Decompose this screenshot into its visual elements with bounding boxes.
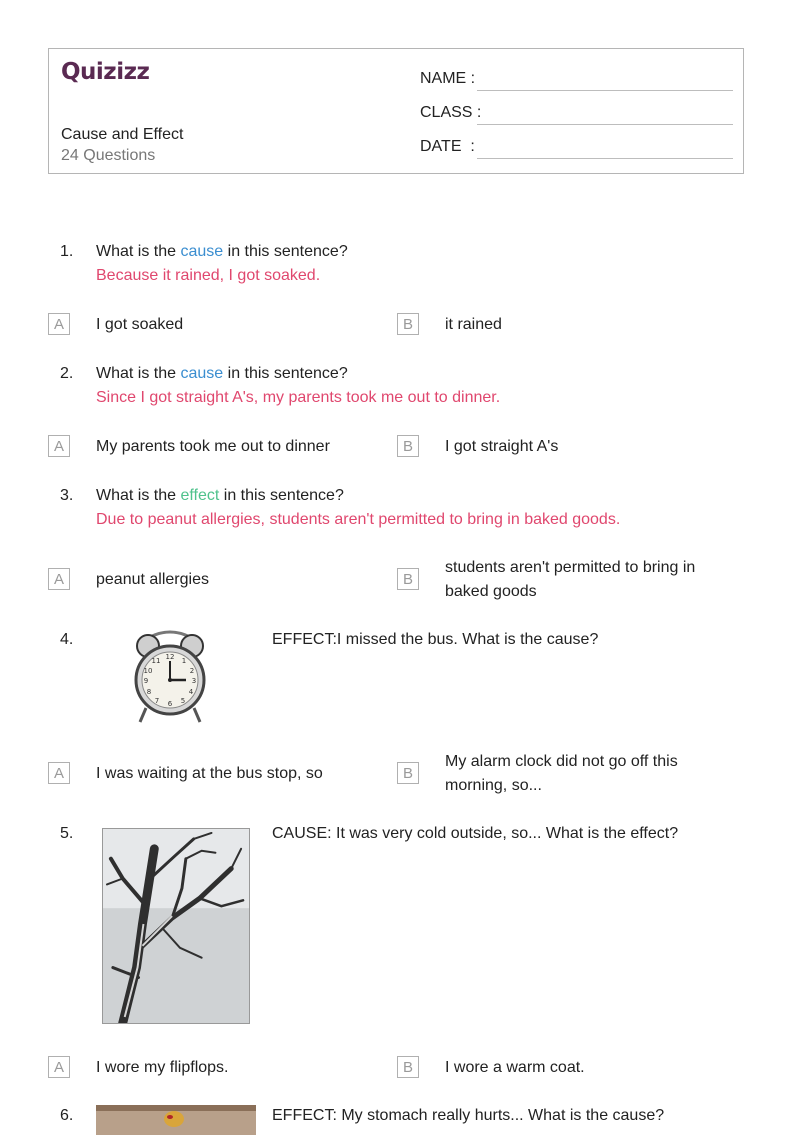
worksheet-title: Cause and Effect (61, 126, 184, 143)
option-a-box[interactable]: A (48, 1056, 70, 1078)
date-field[interactable] (420, 135, 733, 159)
svg-text:9: 9 (143, 677, 149, 685)
prompt-keyword: cause (180, 365, 224, 382)
svg-text:3: 3 (191, 677, 197, 685)
class-line (477, 124, 733, 125)
prompt-text: What is the (96, 365, 181, 382)
option-a-text: peanut allergies (96, 571, 209, 588)
option-a-box[interactable]: A (48, 435, 70, 457)
svg-text:10: 10 (143, 667, 153, 675)
date-line (477, 158, 733, 159)
svg-text:12: 12 (165, 653, 175, 661)
svg-text:4: 4 (188, 688, 194, 696)
question-count: 24 Questions (61, 147, 156, 164)
option-a-text: I got soaked (96, 316, 184, 333)
alarm-clock-image (128, 628, 212, 726)
prompt-text: What is the (96, 487, 181, 504)
question-number: 4. (60, 631, 74, 648)
question-6-image (96, 1105, 256, 1135)
option-a-text: My parents took me out to dinner (96, 438, 330, 455)
class-label: CLASS : (420, 104, 482, 121)
option-b-text: students aren't permitted to bring in baked goods (445, 559, 696, 600)
quizizz-logo: Quizizz (61, 59, 150, 85)
prompt-text: in this sentence? (219, 487, 344, 504)
name-line (477, 90, 733, 91)
svg-text:1: 1 (181, 657, 187, 665)
prompt-keyword: effect (180, 487, 220, 504)
question-number: 6. (60, 1107, 74, 1124)
class-field[interactable] (420, 101, 733, 125)
question-prompt: EFFECT:I missed the bus. What is the cause? (272, 631, 599, 648)
question-sentence: Because it rained, I got soaked. (96, 267, 321, 284)
svg-text:8: 8 (146, 688, 152, 696)
question-number: 2. (60, 365, 74, 382)
prompt-text: What is the (96, 243, 181, 260)
prompt-keyword: cause (180, 243, 224, 260)
question-number: 5. (60, 825, 74, 842)
svg-text:11: 11 (151, 657, 161, 665)
svg-text:6: 6 (167, 700, 173, 708)
option-a-box[interactable]: A (48, 762, 70, 784)
question-number: 3. (60, 487, 74, 504)
option-b-box[interactable]: B (397, 762, 419, 784)
option-a-box[interactable]: A (48, 568, 70, 590)
svg-text:5: 5 (180, 697, 186, 705)
date-label: DATE : (420, 138, 475, 155)
option-a-text: I wore my flipflops. (96, 1059, 229, 1076)
prompt-text: in this sentence? (223, 365, 348, 382)
option-b-box[interactable]: B (397, 568, 419, 590)
question-prompt: EFFECT: My stomach really hurts... What is the cause? (272, 1107, 665, 1124)
question-prompt: CAUSE: It was very cold outside, so... What is the effect? (272, 825, 679, 842)
svg-text:7: 7 (154, 697, 160, 705)
option-a-box[interactable]: A (48, 313, 70, 335)
prompt-text: in this sentence? (223, 243, 348, 260)
option-b-text: it rained (445, 316, 502, 333)
name-label: NAME : (420, 70, 476, 87)
option-b-text: I wore a warm coat. (445, 1059, 585, 1076)
option-b-box[interactable]: B (397, 313, 419, 335)
option-b-box[interactable]: B (397, 435, 419, 457)
question-prompt (96, 487, 344, 505)
name-field[interactable] (420, 67, 733, 91)
option-b-box[interactable]: B (397, 1056, 419, 1078)
question-prompt (96, 365, 348, 383)
svg-text:2: 2 (189, 667, 195, 675)
question-sentence: Since I got straight A's, my parents took me out to dinner. (96, 389, 501, 406)
question-prompt (96, 243, 348, 261)
option-b-text: I got straight A's (445, 438, 559, 455)
worksheet-header (48, 48, 744, 174)
question-sentence: Due to peanut allergies, students aren't permitted to bring in baked goods. (96, 511, 621, 528)
snowy-tree-image (102, 828, 250, 1024)
option-a-text: I was waiting at the bus stop, so (96, 765, 323, 782)
question-number: 1. (60, 243, 74, 260)
option-b-text: My alarm clock did not go off this morning, so... (445, 753, 678, 794)
